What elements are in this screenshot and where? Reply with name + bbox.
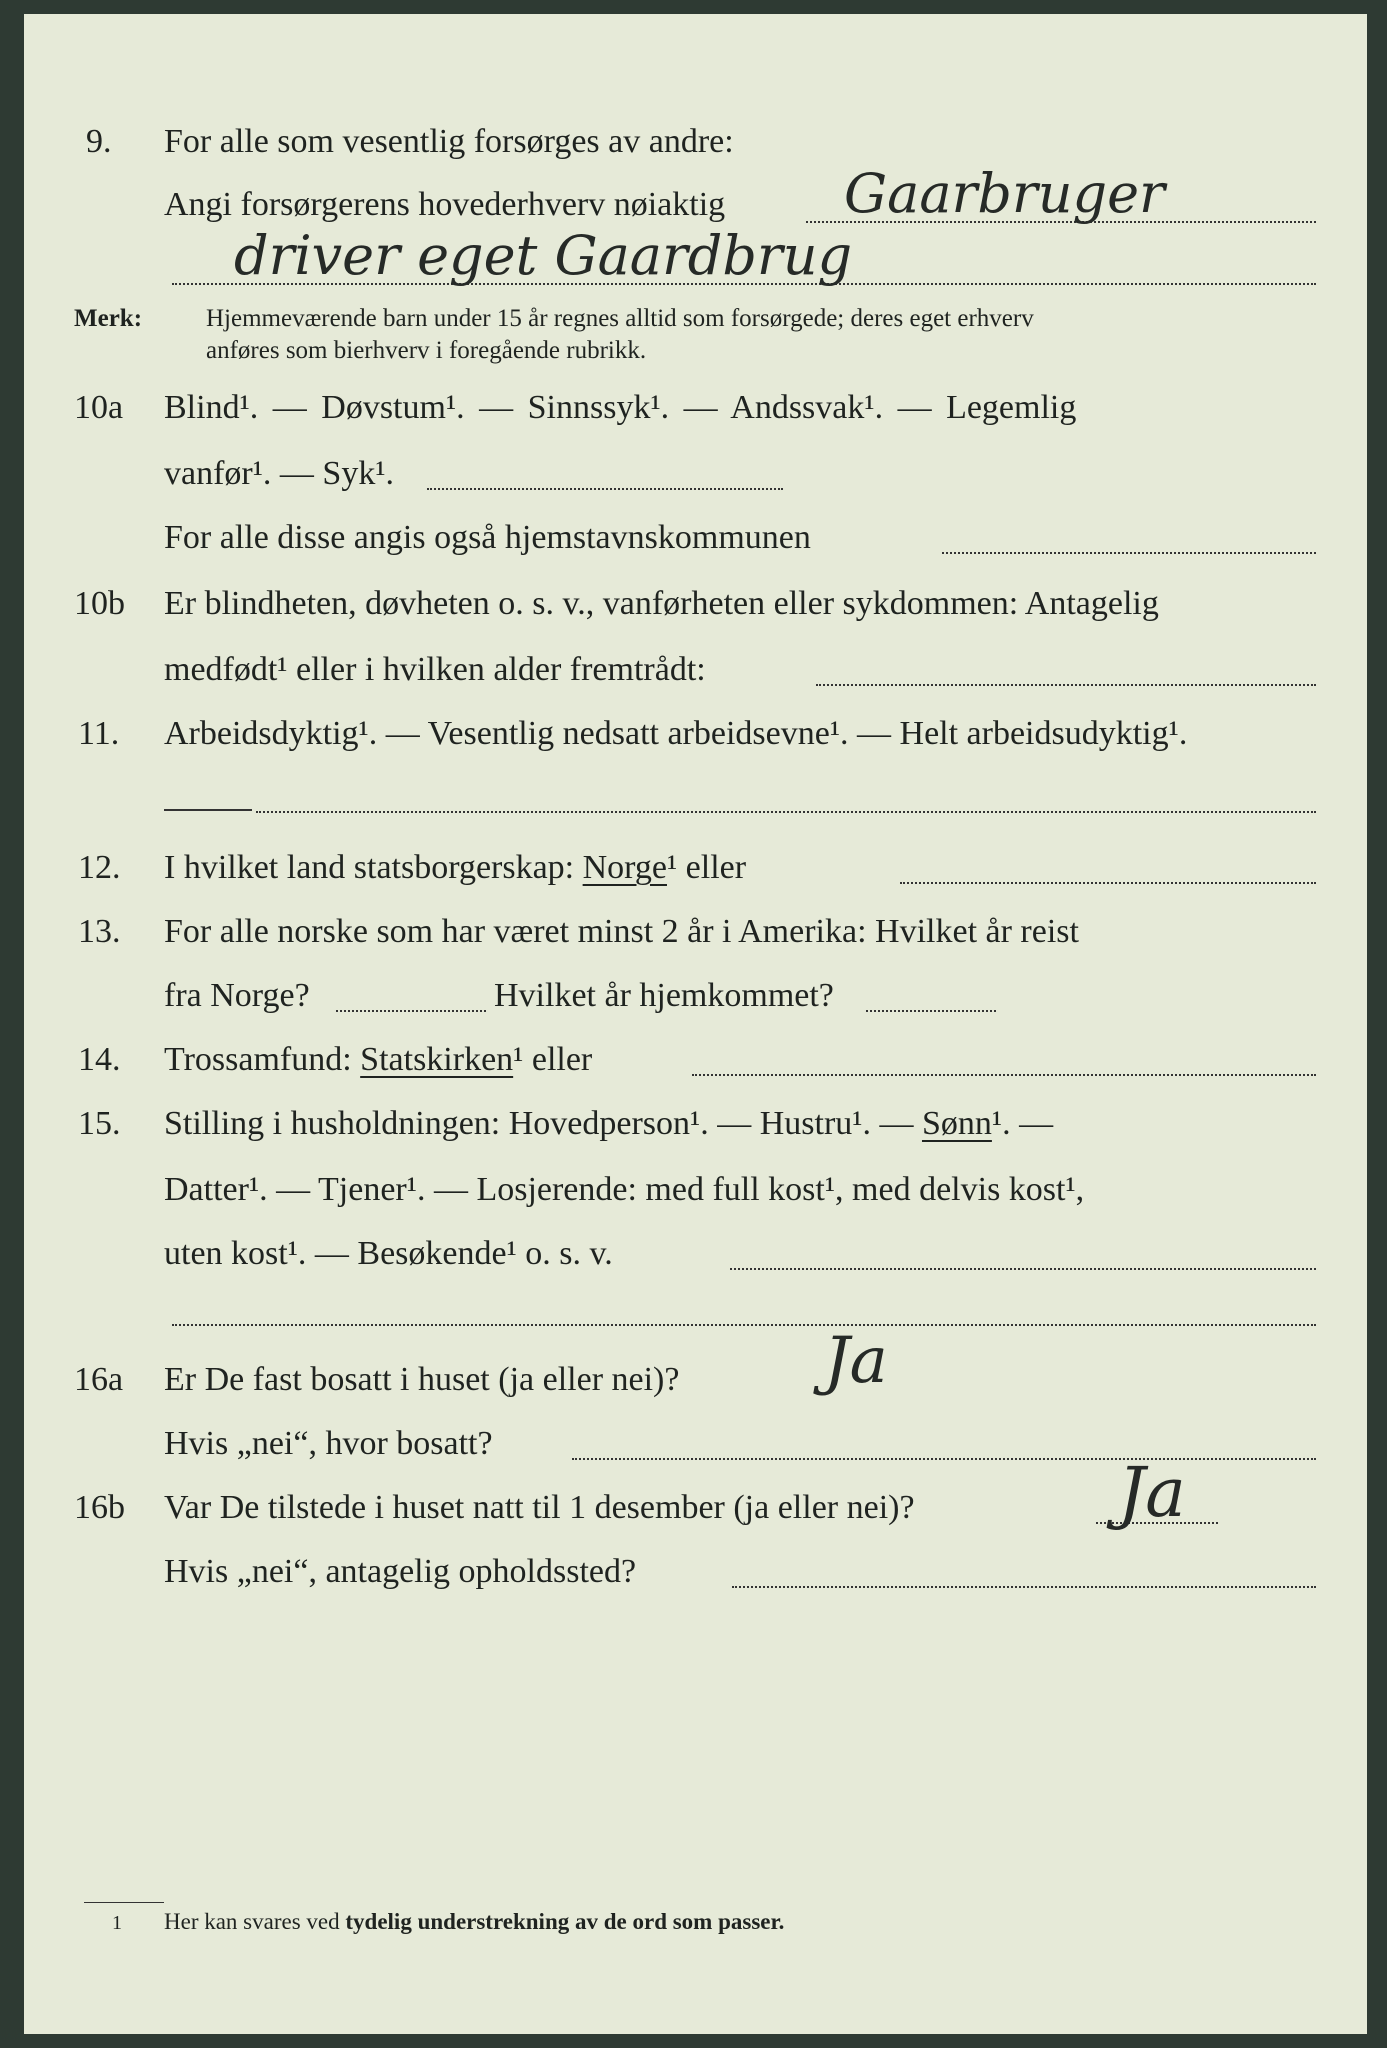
q10a-line3: For alle disse angis også hjemstavnskommunen — [164, 519, 811, 556]
footnote-text — [164, 1908, 784, 1936]
q14-answer-line — [692, 1074, 1316, 1076]
q12-number: 12. — [78, 849, 121, 886]
q10a-syk-line — [427, 488, 783, 490]
footnote-mark: 1 — [112, 1912, 122, 1934]
q13-line1: For alle norske som har været minst 2 år i Amerika: Hvilket år reist — [164, 913, 1079, 950]
q16b-answer-line2 — [732, 1586, 1316, 1588]
q12-text — [164, 848, 746, 888]
q15-line1 — [164, 1104, 1053, 1144]
q15-line1-post: ¹. — — [991, 1105, 1054, 1142]
merk-line1: Hjemmeværende barn under 15 år regnes alltid som forsørgede; deres eget erhverv — [206, 305, 1034, 332]
q14-text — [164, 1040, 592, 1080]
q13-number: 13. — [78, 913, 121, 950]
footnote-text-bold: tydelig understrekning av de ord som passer. — [345, 1909, 785, 1934]
q9-number: 9. — [86, 123, 112, 160]
q15-line1-pre: Stilling i husholdningen: Hovedperson¹. — Hustru¹. — — [164, 1105, 914, 1142]
q11-answer-line — [256, 811, 1316, 813]
q11-line1: Arbeidsdyktig¹. — Vesentlig nedsatt arbeidsevne¹. — Helt arbeidsudyktig¹. — [164, 715, 1188, 752]
q15-answer-line2 — [172, 1324, 1316, 1326]
q16a-line1: Er De fast bosatt i huset (ja eller nei)? — [164, 1361, 680, 1398]
q13-reist-line — [336, 1010, 486, 1012]
census-form-page — [24, 14, 1367, 2034]
q14-number: 14. — [78, 1041, 121, 1078]
q14-post: ¹ eller — [513, 1041, 593, 1078]
q10b-answer-line — [816, 684, 1316, 686]
q9-line2-label: Angi forsørgerens hovederhverv nøiaktig — [164, 186, 726, 223]
merk-label: Merk: — [74, 305, 143, 332]
q15-number: 15. — [78, 1105, 121, 1142]
q10b-line1: Er blindheten, døvheten o. s. v., vanførheten eller sykdommen: Antagelig — [164, 585, 1159, 622]
q16a-answer-line — [572, 1458, 1316, 1460]
q16a-number: 16a — [74, 1361, 124, 1398]
q10b-line2: medfødt¹ eller i hvilken alder fremtrådt: — [164, 651, 706, 688]
q9-line1: For alle som vesentlig forsørges av andre: — [164, 123, 734, 160]
q10a-line1: Blind¹. — Døvstum¹. — Sinnssyk¹. — Andssvak¹. — Legemlig — [164, 389, 1077, 426]
footnote-rule — [84, 1902, 164, 1903]
q12-answer-line — [900, 882, 1316, 884]
q15-sonn-underlined: Sønn — [921, 1105, 992, 1142]
q12-norge-underlined: Norge — [582, 849, 667, 886]
q9-handwritten-answer1: Gaarbruger — [844, 162, 1165, 225]
q15-line3: uten kost¹. — Besøkende¹ o. s. v. — [164, 1235, 613, 1272]
q13-line2a: fra Norge? — [164, 977, 310, 1014]
q13-line2b: Hvilket år hjemkommet? — [494, 977, 834, 1014]
q13-hjemkommet-line — [866, 1010, 996, 1012]
q10b-number: 10b — [74, 585, 125, 622]
merk-line2: anføres som bierhverv i foregående rubrikk. — [206, 337, 647, 364]
q16b-handwritten-answer: Ja — [1118, 1454, 1186, 1533]
q10a-line2: vanfør¹. — Syk¹. — [164, 455, 395, 492]
q9-handwritten-answer2: driver eget Gaardbrug — [234, 224, 853, 287]
q16b-line2: Hvis „nei“, antagelig opholdssted? — [164, 1553, 637, 1590]
footnote-text-pre: Her kan svares ved — [164, 1909, 340, 1934]
q14-statskirken-underlined: Statskirken — [360, 1041, 514, 1078]
q10a-number: 10a — [74, 389, 124, 426]
q16a-line2: Hvis „nei“, hvor bosatt? — [164, 1425, 493, 1462]
q16b-line1: Var De tilstede i huset natt til 1 desember (ja eller nei)? — [164, 1489, 915, 1526]
q14-pre: Trossamfund: — [164, 1041, 352, 1078]
q10a-kommune-line — [942, 552, 1316, 554]
q15-line2: Datter¹. — Tjener¹. — Losjerende: med full kost¹, med delvis kost¹, — [164, 1171, 1085, 1208]
q16b-number: 16b — [74, 1489, 125, 1526]
q12-post: ¹ eller — [666, 849, 747, 886]
q11-handwritten-dash — [164, 809, 252, 811]
q16a-handwritten-answer: Ja — [824, 1324, 888, 1398]
q12-pre: I hvilket land statsborgerskap: — [164, 849, 575, 886]
q15-answer-line1 — [730, 1268, 1316, 1270]
q11-number: 11. — [78, 715, 120, 752]
